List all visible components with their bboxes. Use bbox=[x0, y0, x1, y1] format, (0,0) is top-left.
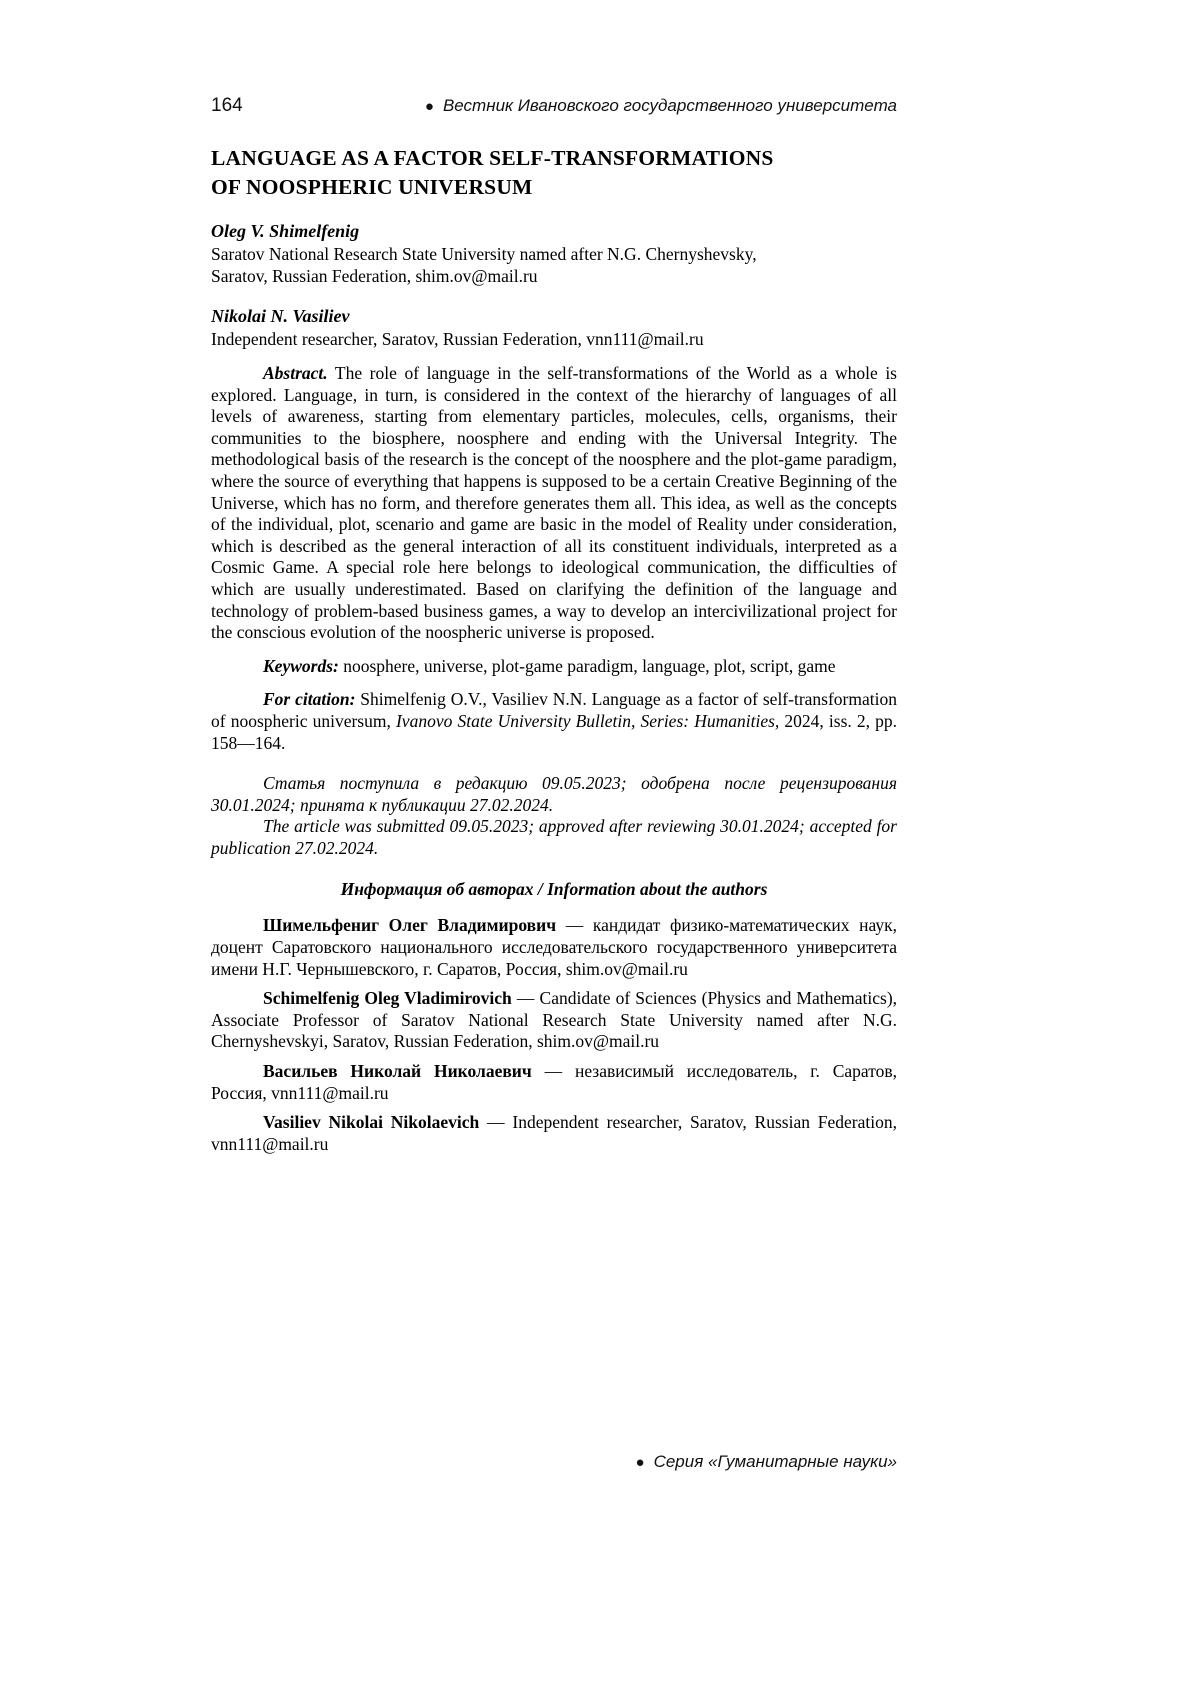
author-info-dash-1: — bbox=[556, 915, 593, 936]
author-info-name-3: Васильев Николай Николаевич bbox=[263, 1061, 532, 1082]
author-name-1: Oleg V. Shimelfenig bbox=[211, 221, 360, 241]
author-info-dash-3: — bbox=[531, 1061, 575, 1082]
article-title-line-2: OF NOOSPHERIC UNIVERSUM bbox=[211, 175, 533, 199]
author-info-text-1: кандидат физико-математических наук, доцент Саратовского национального исследовательского государственного университета имени Н.Г. Чернышевского, г. Саратов, Россия, shim.ov@mail.ru bbox=[211, 915, 898, 979]
author-affiliation-1: Saratov National Research State University named after N.G. Chernyshevsky, Saratov, Russian Federation, shim.ov@mail.ru bbox=[211, 244, 757, 286]
author-info-entry-1 bbox=[211, 915, 897, 980]
submission-dates-ru: Статья поступила в редакцию 09.05.2023; одобрена после рецензирования 30.01.2024; принята к публикации 27.02.2024. bbox=[211, 773, 897, 815]
submission-dates-en: The article was submitted 09.05.2023; approved after reviewing 30.01.2024; accepted for publication 27.02.2024. bbox=[211, 816, 897, 858]
article-title bbox=[211, 144, 897, 202]
abstract-text: The role of language in the self-transformations of the World as a whole is explored. Language, in turn, is considered in the context of the hierarchy of languages of all levels of awareness, starting from elementary particles, molecules, cells, organisms, their communities to the biosphere, noosphere and ending with the Universal Integrity. The methodological basis of the research is the concept of the noosphere and the plot-game paradigm, where the source of everything that happens is supposed to be a certain Creative Beginning of the Universe, which has no form, and therefore generates them all. This idea, as well as the concepts of the individual, plot, scenario and game are basic in the model of Reality under consideration, which is described as the general interaction of all its constituent individuals, interpreted as a Cosmic Game. A special role here belongs to ideological communication, the difficulties of which are usually underestimated. Based on clarifying the definition of the language and technology of problem-based business games, a way to develop an intercivilizational project for the conscious evolution of the noospheric universe is proposed. bbox=[211, 363, 897, 643]
citation-journal: Ivanovo State University Bulletin, Series: Humanities, bbox=[395, 710, 780, 731]
author-info-entry-2 bbox=[211, 988, 897, 1053]
authors-info-entries bbox=[211, 915, 897, 1155]
citation-text-before: Shimelfenig O.V., Vasiliev N.N. Language as a factor of self-transformation of noospheric universum, bbox=[211, 689, 897, 731]
author-info-text-2: Candidate of Sciences (Physics and Mathematics), Associate Professor of Saratov National Research State University named after N.G. Chernyshevskyi, Saratov, Russian Federation, shim.ov@mail.ru bbox=[211, 988, 898, 1052]
author-info-name-2: Schimelfenig Oleg Vladimirovich bbox=[263, 988, 512, 1009]
author-affiliation-2: Independent researcher, Saratov, Russian Federation, vnn111@mail.ru bbox=[211, 329, 704, 349]
author-name-2: Nikolai N. Vasiliev bbox=[211, 306, 350, 326]
author-info-name-1: Шимельфениг Олег Владимирович bbox=[263, 915, 557, 936]
citation-paragraph bbox=[211, 689, 897, 754]
keywords-paragraph bbox=[211, 656, 897, 678]
series-title: Серия «Гуманитарные науки» bbox=[653, 1452, 897, 1471]
page-content bbox=[211, 95, 897, 1155]
citation-label: For citation: bbox=[263, 689, 356, 710]
running-head bbox=[211, 95, 897, 117]
running-foot-series bbox=[211, 1452, 897, 1472]
author-info-dash-4: — bbox=[479, 1112, 513, 1133]
abstract-label: Abstract. bbox=[263, 363, 328, 383]
running-head-journal bbox=[425, 96, 897, 116]
author-info-text-3: независимый исследователь, г. Саратов, Россия, vnn111@mail.ru bbox=[211, 1061, 898, 1103]
author-info-text-4: Independent researcher, Saratov, Russian Federation, vnn111@mail.ru bbox=[211, 1112, 897, 1154]
citation-text-after: 2024, iss. 2, pp. 158—164. bbox=[211, 710, 897, 753]
author-info-entry-3 bbox=[211, 1061, 897, 1104]
author-info-entry-4 bbox=[211, 1112, 897, 1155]
keywords-label: Keywords: bbox=[263, 655, 339, 676]
authors-info-heading: Информация об авторах / Information about the authors bbox=[340, 879, 768, 900]
author-info-dash-2: — bbox=[511, 988, 540, 1009]
article-title-line-1: LANGUAGE AS A FACTOR SELF-TRANSFORMATIONS bbox=[211, 146, 774, 170]
bullet-icon: ● bbox=[635, 1454, 645, 1471]
page-number: 164 bbox=[211, 95, 243, 116]
bullet-icon: ● bbox=[424, 98, 434, 115]
keywords-text: noosphere, universe, plot-game paradigm, language, plot, script, game bbox=[338, 655, 836, 676]
abstract-paragraph bbox=[211, 363, 897, 644]
journal-title: Вестник Ивановского государственного университета bbox=[442, 96, 897, 115]
author-info-name-4: Vasiliev Nikolai Nikolaevich bbox=[263, 1112, 480, 1133]
